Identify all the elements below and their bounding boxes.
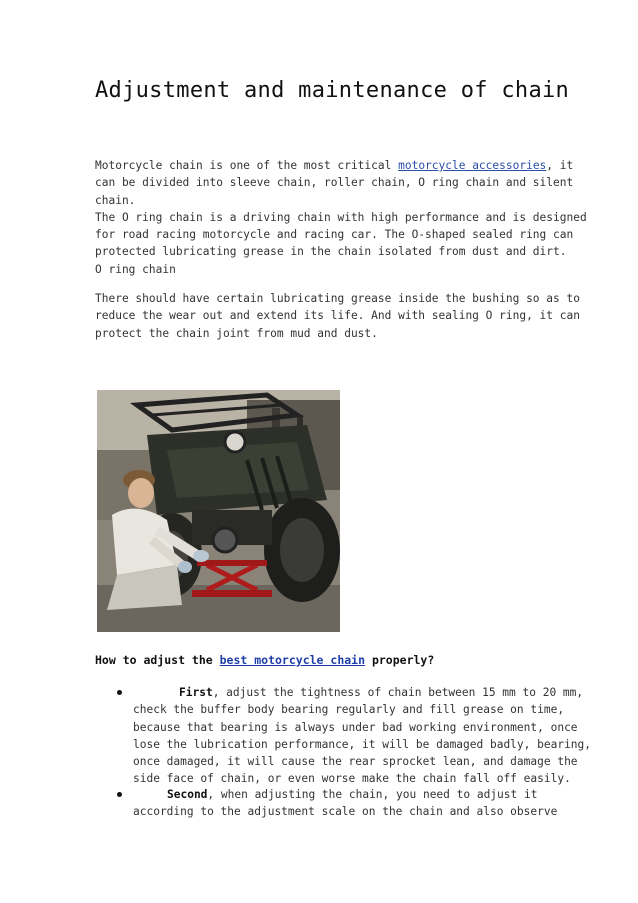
intro-line: The O ring chain is a driving chain with high performance and is designed xyxy=(95,210,587,224)
list-item-text xyxy=(133,684,592,788)
intro-text: Motorcycle chain is one of the most critical xyxy=(95,159,399,172)
list-item-line: once damaged, it will cause the rear sprocket lean, and damage the xyxy=(133,755,578,769)
best-motorcycle-chain-link[interactable]: best motorcycle chain xyxy=(219,653,366,667)
intro-paragraph xyxy=(95,157,587,278)
bullet-icon xyxy=(117,792,122,797)
list-item-line: because that bearing is always under bad working environment, once xyxy=(133,720,578,734)
step-label: First xyxy=(179,686,213,699)
heading-text: How to adjust the xyxy=(95,653,220,667)
page-title: Adjustment and maintenance of chain xyxy=(95,78,570,103)
paragraph-line: There should have certain lubricating grease inside the bushing so as to xyxy=(95,292,580,305)
list-item-line: according to the adjustment scale on the chain and also observe xyxy=(133,805,558,819)
intro-line: can be divided into sleeve chain, roller chain, O ring chain and silent xyxy=(95,176,574,190)
bushing-paragraph xyxy=(95,290,580,342)
list-item-line: side face of chain, or even worse make the chain fall off easily. xyxy=(133,772,571,786)
list-item-line xyxy=(133,786,553,803)
intro-line: for road racing motorcycle and racing car. The O-shaped sealed ring can xyxy=(95,228,574,242)
list-item-line: check the buffer body bearing regularly and fill grease on time, xyxy=(133,703,565,717)
list-item-line: lose the lubrication performance, it will be damaged badly, bearing, xyxy=(133,737,592,751)
bullet-icon xyxy=(117,690,122,695)
intro-line: chain. xyxy=(95,193,136,207)
list-item-text xyxy=(133,786,558,821)
paragraph-line: reduce the wear out and extend its life. And with sealing O ring, it can xyxy=(95,309,580,323)
step-text: , adjust the tightness of chain between 15 mm to 20 mm, xyxy=(212,686,584,699)
intro-text-end: , it xyxy=(546,159,574,172)
intro-line-1 xyxy=(95,157,574,174)
section-heading xyxy=(95,653,434,667)
atv-chain-repair-photo xyxy=(97,390,340,632)
intro-line: protected lubricating grease in the chain isolated from dust and dirt. xyxy=(95,245,567,259)
step-text: , when adjusting the chain, you need to adjust it xyxy=(207,788,538,801)
heading-text-end: properly? xyxy=(365,653,435,667)
intro-line: O ring chain xyxy=(95,262,176,276)
list-item-line xyxy=(133,684,584,701)
motorcycle-accessories-link[interactable]: motorcycle accessories xyxy=(398,159,547,172)
paragraph-line: protect the chain joint from mud and dust. xyxy=(95,326,378,340)
step-label: Second xyxy=(167,788,208,801)
